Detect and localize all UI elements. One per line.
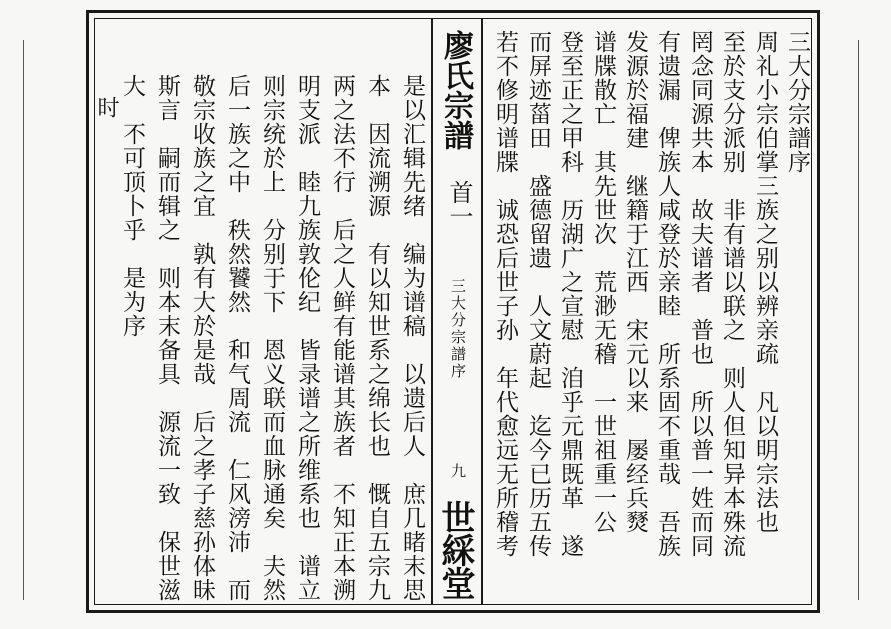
right-column-5: 有遗漏 俾族人咸登於亲睦 所系固不重哉 吾族 [654,30,680,558]
left-column-3: 两之法不行 后之人鲜有能谱其族者 不知正本溯 [329,74,355,602]
section-title-small: 三大分宗譜序 [449,278,467,380]
volume-label: 首一 [445,180,473,228]
left-column-5: 则宗统於上 分别于下 恩义联而血脉通矣 夫然 [259,74,285,602]
left-column-8: 斯言 嗣而辑之 则本末备具 源流一致 保世滋 [154,74,180,602]
right-column-7: 谱牒散亡 其先世次 荒渺无稽 一世祖重一公 [590,30,616,534]
right-edge-line [858,40,859,600]
hall-name: 世綵堂 [435,500,475,599]
right-column-10: 若不修明谱牒 诚恐后世子孙 年代愈远无所稽考 [492,30,518,558]
left-column-2: 本 因流溯源 有以知世系之绵长也 慨自五宗九 [364,74,390,602]
left-column-7: 敬宗收族之宜 孰有大於是哉 后之孝子慈孙体昧 [189,74,215,602]
left-column-4: 明支派 睦九族敦伦纪 皆录谱之所维系也 谱立 [294,74,320,602]
date-mark: 时 [94,96,119,119]
right-column-1: 三大分宗譜序 [784,30,810,174]
right-column-2: 周礼小宗伯掌三族之别以辨亲疏 凡以明宗法也 [752,30,778,534]
left-column-9: 大 不可顶卜乎 是为序 [119,74,145,338]
left-column-1: 是以汇辑先绪 编为谱稿 以遗后人 庶几睹末思 [399,74,425,602]
page-number: 九 [451,462,467,480]
right-column-4: 罔念同源共本 故夫谱者 普也 所以普一姓而同 [687,30,713,558]
right-column-9: 而屏迹菑田 盛德留遗 人文蔚起 迄今已历五传 [525,30,551,558]
right-column-6: 发源於福建 继籍于江西 宋元以来 屡经兵燹 [622,30,648,534]
left-edge-line [23,40,24,600]
genealogy-title: 廖氏宗譜 [438,30,473,150]
left-column-6: 后一族之中 秩然饕然 和气周流 仁风滂沛 而 [224,74,250,602]
right-column-3: 至於支分派别 非有谱以联之 则人但知异本殊流 [719,30,745,558]
right-column-8: 登至正之甲科 历湖广之宣慰 洎乎元鼎既革 遂 [557,30,583,558]
